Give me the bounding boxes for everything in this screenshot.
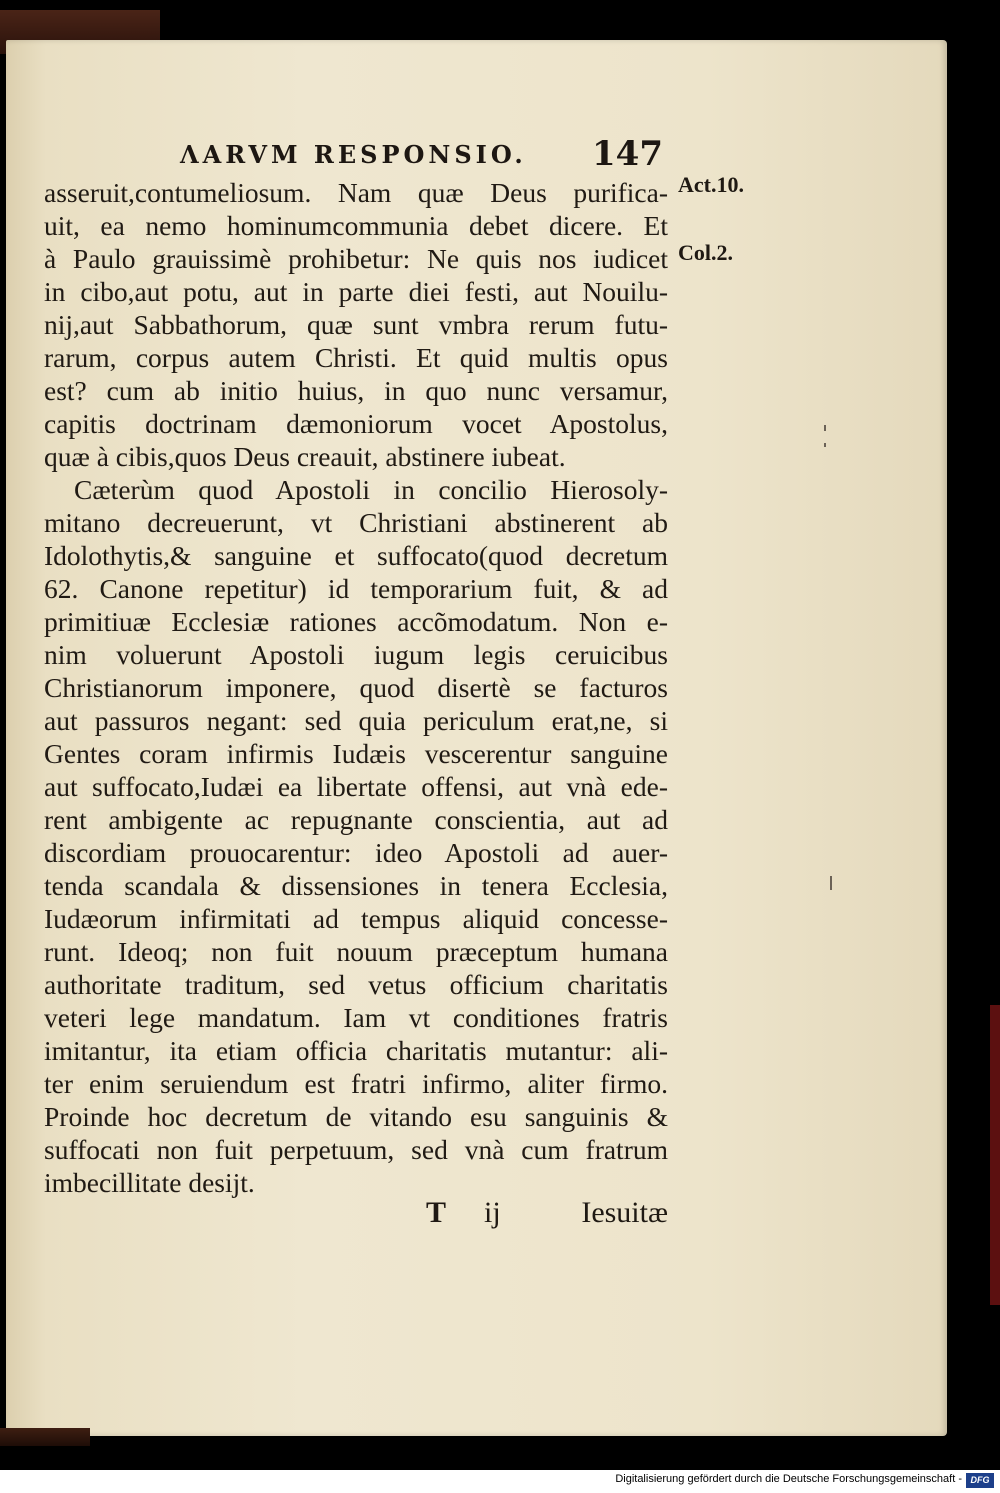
text-line: à Paulo grauissimè prohibetur: Ne quis nos iudicet xyxy=(44,243,668,274)
text-line: Gentes coram infirmis Iudæis vescerentur sanguine xyxy=(44,738,668,769)
text-line: 62. Canone repetitur) id temporarium fuit, & ad xyxy=(44,573,668,604)
text-line: veteri lege mandatum. Iam vt conditiones fratris xyxy=(44,1002,668,1033)
funding-note: Digitalisierung gefördert durch die Deutsche Forschungsgemeinschaft - xyxy=(615,1473,962,1485)
text-line: ter enim seruiendum est fratri infirmo, aliter firmo. xyxy=(44,1068,668,1099)
catchword: Iesuitæ xyxy=(581,1196,668,1229)
text-line: tenda scandala & dissensiones in tenera Ecclesia, xyxy=(44,870,668,901)
signature-mark: T xyxy=(426,1196,447,1229)
text-line: rarum, corpus autem Christi. Et quid multis opus xyxy=(44,342,668,373)
text-line: Cæterùm quod Apostoli in concilio Hierosoly- xyxy=(74,474,668,505)
text-line: primitiuæ Ecclesiæ rationes accõmodatum. Non e- xyxy=(44,606,668,637)
text-line: Proinde hoc decretum de vitando esu sanguinis & xyxy=(44,1101,668,1132)
text-line: mitano decreuerunt, vt Christiani abstinerent ab xyxy=(44,507,668,538)
paper-speck xyxy=(824,443,826,447)
text-line: aut suffocato,Iudæi ea libertate offensi, aut vnà ede- xyxy=(44,771,668,802)
text-line: capitis doctrinam dæmoniorum vocet Apostolus, xyxy=(44,408,668,439)
text-line: imitantur, ita etiam officia charitatis mutantur: ali- xyxy=(44,1035,668,1066)
text-line: authoritate traditum, sed vetus officium charitatis xyxy=(44,969,668,1000)
text-line: nij,aut Sabbathorum, quæ sunt vmbra rerum futu- xyxy=(44,309,668,340)
text-line: asseruit,contumeliosum. Nam quæ Deus purifica- xyxy=(44,177,668,208)
signature-number: ij xyxy=(484,1196,501,1229)
text-line: imbecillitate desijt. xyxy=(44,1167,255,1198)
text-line: in cibo,aut potu, aut in parte diei festi, aut Nouilu- xyxy=(44,276,668,307)
footer-bar xyxy=(0,1470,1000,1493)
margin-note-act: Act.10. xyxy=(678,172,744,197)
text-line: rent ambigente ac repugnante conscientia, aut ad xyxy=(44,804,668,835)
paper-speck xyxy=(830,876,832,890)
text-line: nim voluerunt Apostoli iugum legis ceruicibus xyxy=(44,639,668,670)
text-line: runt. Ideoq; non fuit nouum præceptum humana xyxy=(44,936,668,967)
catchword-row xyxy=(426,1196,668,1236)
text-line: quæ à cibis,quos Deus creauit, abstinere iubeat. xyxy=(44,441,566,472)
text-line: est? cum ab initio huius, in quo nunc versamur, xyxy=(44,375,668,406)
text-line: Christianorum imponere, quod disertè se facturos xyxy=(44,672,668,703)
text-line: aut passuros negant: sed quia periculum erat,ne, si xyxy=(44,705,668,736)
book-cover-edge xyxy=(990,1005,1000,1305)
text-line: suffocati non fuit perpetuum, sed vnà cum fratrum xyxy=(44,1134,668,1165)
margin-note-col: Col.2. xyxy=(678,240,733,265)
text-line: discordiam prouocarentur: ideo Apostoli ad auer- xyxy=(44,837,668,868)
text-line: Idolothytis,& sanguine et suffocato(quod decretum xyxy=(44,540,668,571)
body-text xyxy=(44,176,668,1199)
running-head: ΛARVM RESPONSIO. xyxy=(180,140,527,169)
paper-speck xyxy=(824,425,826,431)
text-line: Iudæorum infirmitati ad tempus aliquid concesse- xyxy=(44,903,668,934)
dfg-logo: DFG xyxy=(966,1473,994,1488)
page-number: 147 xyxy=(592,134,663,174)
book-binding-bottom xyxy=(0,1428,90,1446)
text-line: uit, ea nemo hominumcommunia debet dicere. Et xyxy=(44,210,668,241)
page-header xyxy=(180,134,663,174)
